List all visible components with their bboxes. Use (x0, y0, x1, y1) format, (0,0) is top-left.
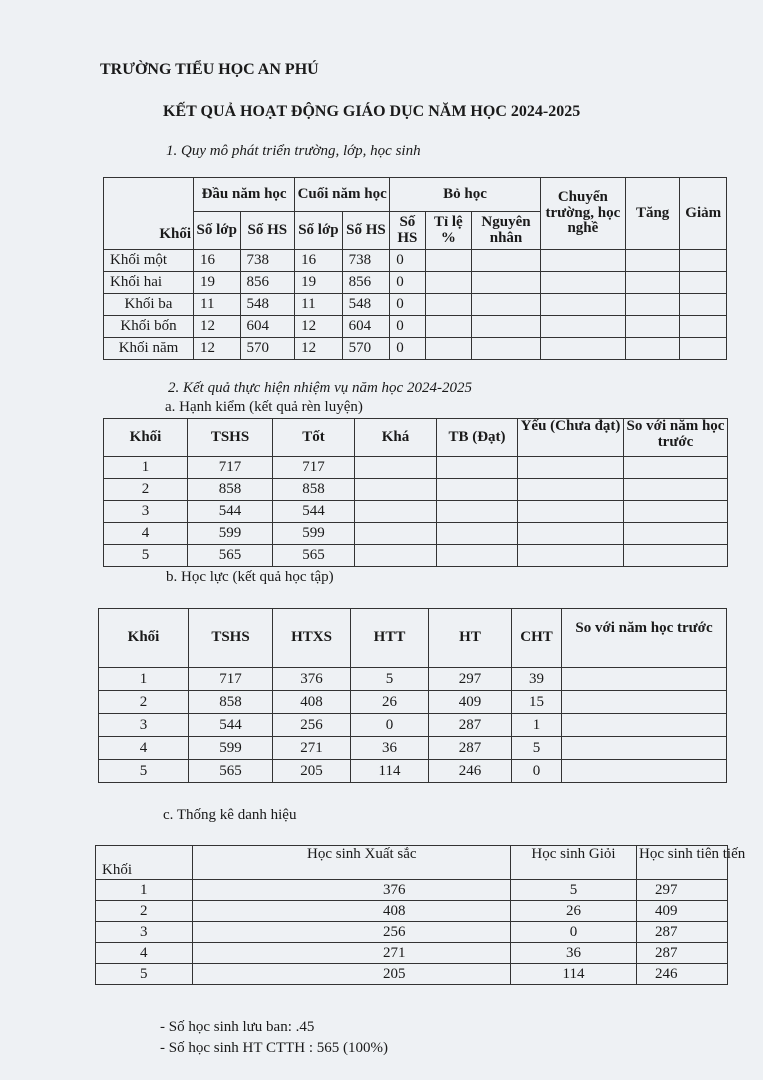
cell (680, 316, 727, 338)
header-yeu: Yếu (Chưa đạt) (518, 419, 624, 457)
cell: 256 (273, 714, 351, 737)
header-gioi: Học sinh Giỏi (511, 846, 637, 880)
cell: 5 (351, 668, 429, 691)
cell: 565 (189, 760, 273, 783)
header-cuoi-nam: Cuối năm học (295, 178, 390, 212)
cell: 5 (512, 737, 562, 760)
cell (540, 338, 625, 360)
cell: 0 (390, 316, 425, 338)
cell-khoi: Khối năm (104, 338, 194, 360)
header-tshs: TSHS (188, 419, 273, 457)
cell: 5 (511, 880, 637, 901)
section-1-heading: 1. Quy mô phát triển trường, lớp, học sinh (166, 143, 421, 159)
cell: 604 (240, 316, 295, 338)
cell: 246 (429, 760, 512, 783)
cell: 297 (637, 880, 728, 901)
cell (472, 250, 541, 272)
cell: 0 (511, 922, 637, 943)
cell: 544 (189, 714, 273, 737)
cell (355, 457, 437, 479)
header-so-hs: Số HS (240, 212, 295, 250)
cell: 256 (193, 922, 511, 943)
cell: 408 (193, 901, 511, 922)
cell: 544 (273, 501, 355, 523)
awards-table (95, 845, 746, 985)
cell: 11 (295, 294, 343, 316)
cell: 717 (189, 668, 273, 691)
cell (437, 501, 518, 523)
cell: 271 (193, 943, 511, 964)
cell (625, 250, 680, 272)
table-row (96, 964, 728, 985)
cell: 599 (189, 737, 273, 760)
cell (425, 294, 472, 316)
scale-table (103, 177, 727, 360)
cell-khoi: 3 (96, 922, 193, 943)
cell (624, 501, 728, 523)
cell-khoi: Khối ba (104, 294, 194, 316)
cell-khoi: 5 (96, 964, 193, 985)
cell-khoi: 4 (104, 523, 188, 545)
cell: 738 (342, 250, 390, 272)
cell: 376 (273, 668, 351, 691)
cell: 856 (240, 272, 295, 294)
section-2-heading: 2. Kết quả thực hiện nhiệm vụ năm học 2024-2025 (168, 380, 472, 396)
cell (472, 294, 541, 316)
cell (562, 668, 727, 691)
cell: 717 (273, 457, 355, 479)
cell: 408 (273, 691, 351, 714)
cell: 12 (295, 338, 343, 360)
cell: 36 (511, 943, 637, 964)
cell: 548 (240, 294, 295, 316)
cell: 409 (429, 691, 512, 714)
table-row (104, 501, 728, 523)
header-so-voi: So với năm học trước (624, 419, 728, 457)
note-hoan-thanh: - Số học sinh HT CTTH : 565 (100%) (160, 1040, 389, 1056)
table-row (99, 760, 727, 783)
cell: 26 (351, 691, 429, 714)
cell: 297 (429, 668, 512, 691)
cell: 738 (240, 250, 295, 272)
header-tb: TB (Đạt) (437, 419, 518, 457)
cell: 114 (511, 964, 637, 985)
cell: 858 (189, 691, 273, 714)
cell: 16 (194, 250, 241, 272)
cell-khoi: 1 (96, 880, 193, 901)
cell (680, 338, 727, 360)
cell-khoi: Khối một (104, 250, 194, 272)
cell: 15 (512, 691, 562, 714)
cell: 856 (342, 272, 390, 294)
header-tang: Tăng (625, 178, 680, 250)
cell (540, 272, 625, 294)
table-row (104, 272, 727, 294)
table-row (99, 714, 727, 737)
header-cht: CHT (512, 609, 562, 668)
cell (437, 479, 518, 501)
cell (680, 272, 727, 294)
table-row (104, 250, 727, 272)
cell: 570 (240, 338, 295, 360)
table-row (99, 737, 727, 760)
cell (624, 545, 728, 567)
header-kha: Khá (355, 419, 437, 457)
cell: 548 (342, 294, 390, 316)
cell (425, 338, 472, 360)
cell: 16 (295, 250, 343, 272)
table-row (104, 316, 727, 338)
cell (425, 272, 472, 294)
header-khoi: Khối (104, 419, 188, 457)
cell (355, 501, 437, 523)
cell: 544 (188, 501, 273, 523)
cell: 246 (637, 964, 728, 985)
cell-khoi: 3 (104, 501, 188, 523)
cell (518, 457, 624, 479)
cell: 0 (512, 760, 562, 783)
subsection-b-heading: b. Học lực (kết quả học tập) (166, 569, 334, 585)
header-khoi: Khối (104, 178, 194, 250)
cell: 205 (273, 760, 351, 783)
cell: 565 (273, 545, 355, 567)
cell-khoi: 1 (104, 457, 188, 479)
cell (625, 272, 680, 294)
header-htt: HTT (351, 609, 429, 668)
cell: 287 (637, 922, 728, 943)
cell: 599 (273, 523, 355, 545)
table-row (104, 294, 727, 316)
cell: 287 (429, 714, 512, 737)
cell (355, 479, 437, 501)
table-row (99, 691, 727, 714)
cell (518, 479, 624, 501)
cell-khoi: 4 (99, 737, 189, 760)
header-htxs: HTXS (273, 609, 351, 668)
cell (625, 294, 680, 316)
cell: 717 (188, 457, 273, 479)
header-dau-nam: Đầu năm học (194, 178, 295, 212)
cell-khoi: 2 (99, 691, 189, 714)
cell: 39 (512, 668, 562, 691)
cell: 26 (511, 901, 637, 922)
table-row (96, 880, 728, 901)
subsection-a-heading: a. Hạnh kiểm (kết quả rèn luyện) (165, 399, 363, 415)
cell: 858 (273, 479, 355, 501)
academic-table (98, 608, 727, 783)
cell (437, 545, 518, 567)
cell: 0 (390, 338, 425, 360)
cell (562, 760, 727, 783)
cell (518, 501, 624, 523)
cell: 604 (342, 316, 390, 338)
cell-khoi: 4 (96, 943, 193, 964)
table-row (99, 668, 727, 691)
cell: 376 (193, 880, 511, 901)
cell: 287 (637, 943, 728, 964)
cell (625, 338, 680, 360)
document-title: KẾT QUẢ HOẠT ĐỘNG GIÁO DỤC NĂM HỌC 2024-2025 (163, 103, 581, 120)
table-row (96, 943, 728, 964)
cell (355, 545, 437, 567)
header-so-lop: Số lớp (194, 212, 241, 250)
cell (518, 545, 624, 567)
cell (472, 316, 541, 338)
cell (680, 250, 727, 272)
cell-khoi: 5 (99, 760, 189, 783)
cell (518, 523, 624, 545)
cell-khoi: Khối bốn (104, 316, 194, 338)
header-khoi: Khối (96, 846, 193, 880)
header-so-lop-cuoi: Số lớp (295, 212, 343, 250)
cell (625, 316, 680, 338)
cell-khoi: 1 (99, 668, 189, 691)
cell: 599 (188, 523, 273, 545)
header-khoi: Khối (99, 609, 189, 668)
cell (540, 316, 625, 338)
cell (624, 523, 728, 545)
cell (540, 294, 625, 316)
header-ti-le: Tỉ lệ % (425, 212, 472, 250)
cell: 12 (295, 316, 343, 338)
cell: 19 (194, 272, 241, 294)
header-ht: HT (429, 609, 512, 668)
table-row (96, 901, 728, 922)
header-so-hs-bo-hoc: Số HS (390, 212, 425, 250)
header-tot: Tốt (273, 419, 355, 457)
cell-khoi: 3 (99, 714, 189, 737)
cell: 287 (429, 737, 512, 760)
table-row (104, 523, 728, 545)
cell (425, 250, 472, 272)
cell (472, 272, 541, 294)
note-luu-ban: - Số học sinh lưu ban: .45 (160, 1019, 315, 1035)
cell (540, 250, 625, 272)
header-bo-hoc: Bỏ học (390, 178, 541, 212)
conduct-table (103, 418, 728, 567)
cell: 12 (194, 338, 241, 360)
cell (437, 523, 518, 545)
cell: 0 (390, 250, 425, 272)
cell (562, 691, 727, 714)
cell: 114 (351, 760, 429, 783)
table-row (104, 338, 727, 360)
cell: 409 (637, 901, 728, 922)
cell-khoi: 2 (104, 479, 188, 501)
cell: 0 (390, 272, 425, 294)
cell: 36 (351, 737, 429, 760)
cell (562, 737, 727, 760)
cell (355, 523, 437, 545)
cell-khoi: Khối hai (104, 272, 194, 294)
school-name: TRƯỜNG TIỂU HỌC AN PHÚ (100, 61, 319, 78)
cell: 0 (351, 714, 429, 737)
subsection-c-heading: c. Thống kê danh hiệu (163, 807, 297, 823)
header-giam: Giảm (680, 178, 727, 250)
cell (680, 294, 727, 316)
cell (437, 457, 518, 479)
cell: 19 (295, 272, 343, 294)
cell (624, 457, 728, 479)
header-chuyen-truong: Chuyển trường, học nghề (540, 178, 625, 250)
header-so-voi: So với năm học trước (562, 609, 727, 668)
cell: 205 (193, 964, 511, 985)
cell (425, 316, 472, 338)
header-nguyen-nhan: Nguyên nhân (472, 212, 541, 250)
cell: 11 (194, 294, 241, 316)
cell: 12 (194, 316, 241, 338)
table-row (104, 479, 728, 501)
table-row (96, 922, 728, 943)
cell-khoi: 2 (96, 901, 193, 922)
header-xuat-sac: Học sinh Xuất sắc (193, 846, 511, 880)
header-tien-tien: Học sinh tiên tiến (637, 846, 728, 880)
cell: 1 (512, 714, 562, 737)
table-row (104, 457, 728, 479)
cell: 0 (390, 294, 425, 316)
cell (472, 338, 541, 360)
header-so-hs-cuoi: Số HS (342, 212, 390, 250)
cell (624, 479, 728, 501)
cell (562, 714, 727, 737)
header-tshs: TSHS (189, 609, 273, 668)
table-row (104, 545, 728, 567)
cell: 570 (342, 338, 390, 360)
cell: 271 (273, 737, 351, 760)
cell: 565 (188, 545, 273, 567)
cell: 858 (188, 479, 273, 501)
cell-khoi: 5 (104, 545, 188, 567)
